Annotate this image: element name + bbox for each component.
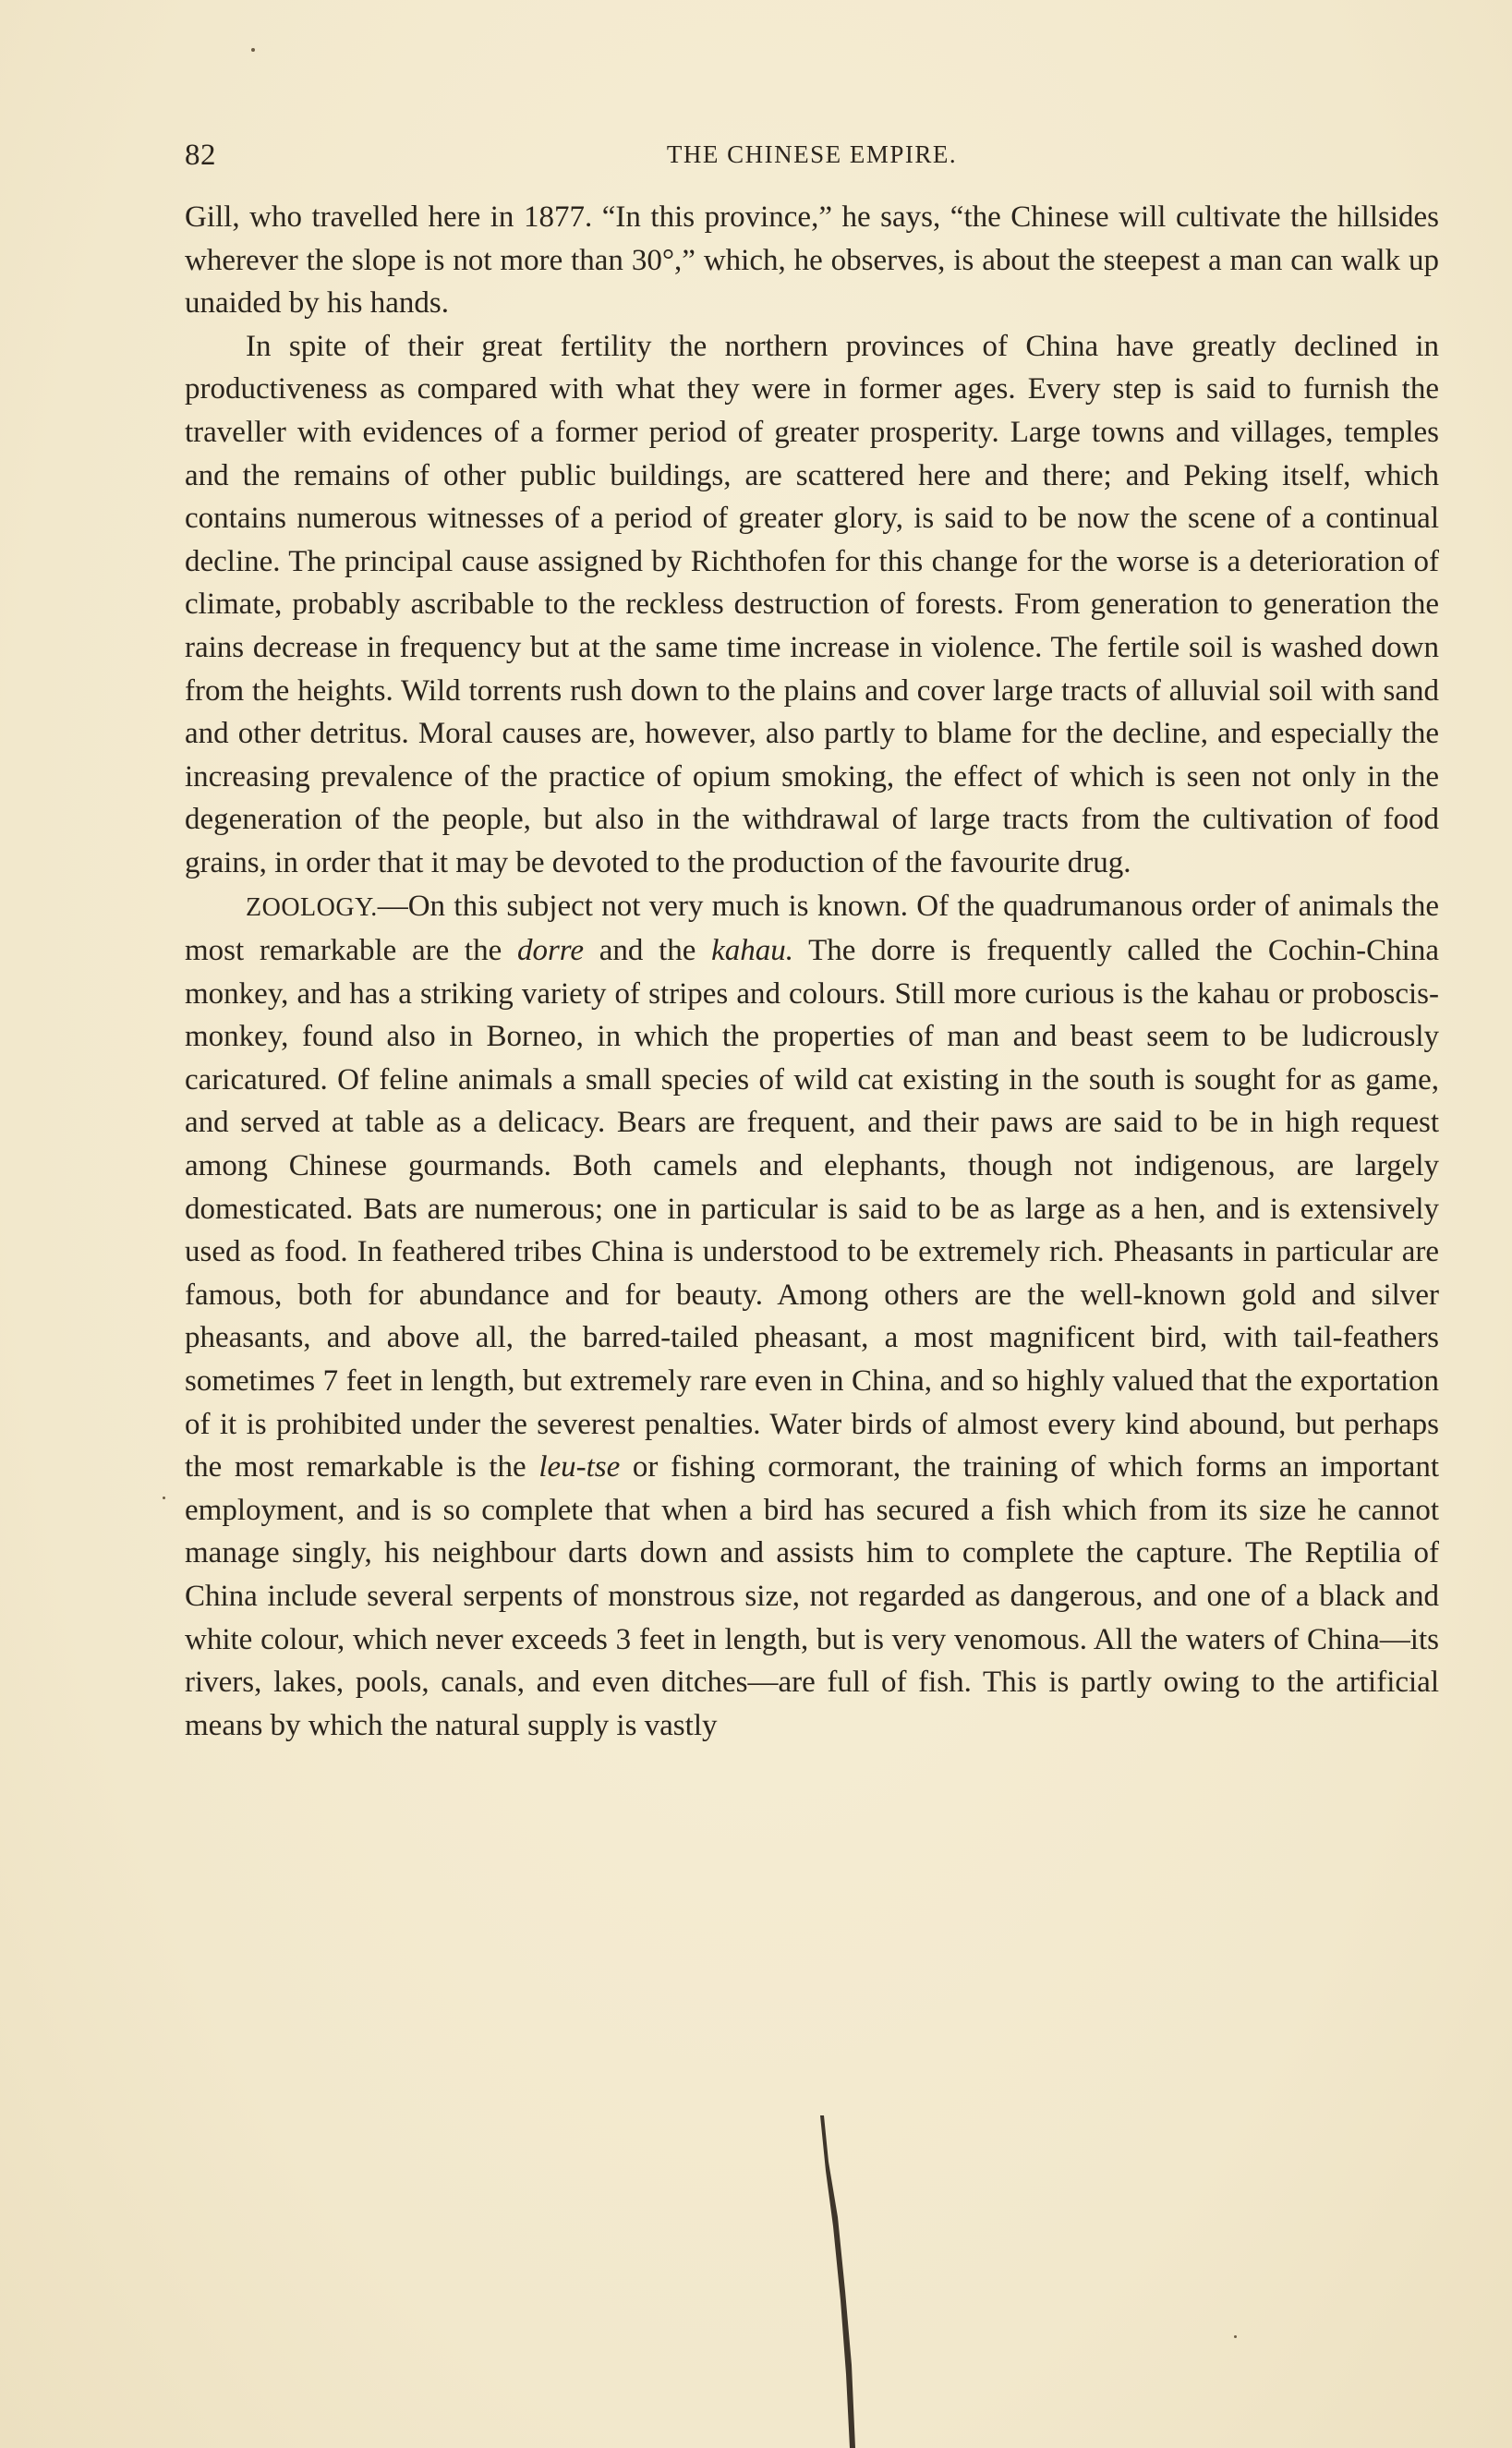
term-dorre: dorre	[516, 934, 585, 968]
paragraph-zoology	[185, 885, 1439, 1748]
section-heading-zoology: ZOOLOGY.	[246, 892, 378, 922]
zoology-text-4: or fishing cormorant, the training of which forms an important employment, and is so complete that when a bird has secured a fish which from its size he cannot manage singly, his neighbour darts down and assists him to complete the capture. The Reptilia of China include several serpents of monstrous size, not regarded as dangerous, and one of a black and white colour, which never exceeds 3 feet in length, but is very venomous. All the waters of China—its rivers, lakes, pools, canals, and even ditches—are full of fish. This is partly owing to the artificial means by which the natural supply is vastly	[185, 1450, 1439, 1742]
term-leu-tse: leu-tse	[538, 1450, 621, 1485]
paper-speck	[163, 1497, 165, 1499]
paper-speck	[251, 48, 255, 52]
running-title: THE CHINESE EMPIRE.	[666, 140, 958, 168]
body-text	[185, 196, 1439, 1747]
paper-speck	[1234, 2335, 1237, 2338]
zoology-text-1: —On this subject not very much is known. Of the quadrumanous order of animals the most remarkable are the	[185, 889, 1439, 968]
page-header	[185, 139, 1439, 179]
term-kahau: kahau.	[711, 934, 793, 968]
zoology-text-3: The dorre is frequently called the Cochin-China monkey, and has a striking variety of stripes and colours. Still more curious is the kahau or proboscis-monkey, found also in Borneo, in which the properties of man and beast seem to be ludicrously caricatured. Of feline animals a small species of wild cat existing in the south is sought for as game, and served at table as a delicacy. Bears are frequent, and their paws are said to be in high request among Chinese gourmands. Both camels and elephants, though not indigenous, are largely domesticated. Bats are numerous; one in particular is said to be as large as a hen, and is extensively used as food. In feathered tribes China is understood to be extremely rich. Pheasants in particular are famous, both for abundance and for beauty. Among others are the well-known gold and silver pheasants, and above all, the barred-tailed pheasant, a most magnificent bird, with tail-feathers sometimes 7 feet in length, but extremely rare even in China, and so highly valued that the exportation of it is prohibited under the severest penalties. Water birds of almost every kind abound, but perhaps the most remarkable is the	[185, 934, 1439, 1485]
page-number: 82	[185, 139, 216, 172]
zoology-text-2: and the	[584, 934, 712, 968]
page-crease-mark	[813, 2115, 868, 2448]
paragraph-continuation: Gill, who travelled here in 1877. “In this province,” he says, “the Chinese will cultivate the hillsides wherever the slope is not more than 30°,” which, he observes, is about the steepest a man can walk up unaided by his hands.	[185, 200, 1439, 321]
paragraph-northern-provinces: In spite of their great fertility the northern provinces of China have greatly declined in productiveness as compared with what they were in former ages. Every step is said to furnish the traveller with evidences of a former period of greater prosperity. Large towns and villages, temples and the remains of other public buildings, are scattered here and there; and Peking itself, which contains numerous witnesses of a period of greater glory, is said to be now the scene of a continual decline. The principal cause assigned by Richthofen for this change for the worse is a deterioration of climate, probably ascribable to the reckless destruction of forests. From generation to generation the rains decrease in frequency but at the same time increase in violence. The fertile soil is washed down from the heights. Wild torrents rush down to the plains and cover large tracts of alluvial soil with sand and other detritus. Moral causes are, however, also partly to blame for the decline, and especially the increasing prevalence of the practice of opium smoking, the effect of which is seen not only in the degeneration of the people, but also in the withdrawal of large tracts from the cultivation of food grains, in order that it may be devoted to the production of the favourite drug.	[185, 329, 1439, 879]
